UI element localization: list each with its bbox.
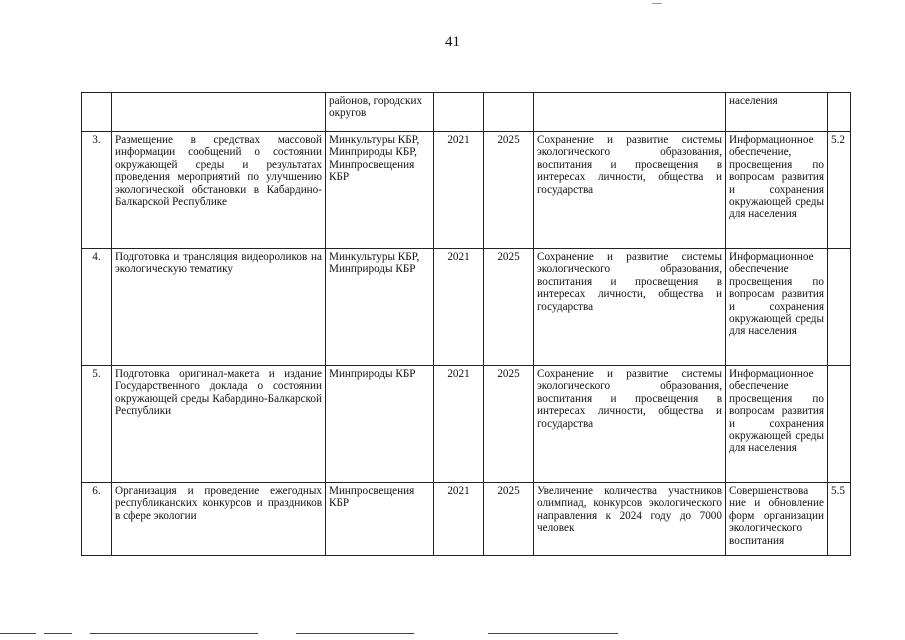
reference-cell: 5.5 bbox=[828, 483, 851, 556]
start-year-cell: 2021 bbox=[434, 483, 484, 556]
executor-cell: Минкультуры КБР, Минприроды КБР, Минпросвещения КБР bbox=[326, 132, 434, 249]
event-cell: Подготовка оригинал-макета и издание Государственного доклада о состоянии окружающей среды Кабардино-Балкарской Республики bbox=[112, 366, 326, 483]
reference-cell bbox=[828, 366, 851, 483]
result-cell: Сохранение и развитие системы экологического образования, воспитания и просвещения в интересах личности, общества и государства bbox=[534, 132, 726, 249]
end-year-cell bbox=[484, 93, 534, 132]
executor-cell: Минприроды КБР bbox=[326, 366, 434, 483]
scan-artifact-line bbox=[296, 633, 414, 634]
table-row bbox=[82, 249, 851, 366]
event-cell: Подготовка и трансляция видеороликов на экологическую тематику bbox=[112, 249, 326, 366]
row-number: 3. bbox=[82, 132, 112, 249]
end-year-cell: 2025 bbox=[484, 132, 534, 249]
start-year-cell bbox=[434, 93, 484, 132]
event-cell: Организация и проведение ежегодных республиканских конкурсов и праздников в сфере экологии bbox=[112, 483, 326, 556]
scan-artifact-line bbox=[0, 633, 36, 634]
end-year-cell: 2025 bbox=[484, 483, 534, 556]
result-cell: Сохранение и развитие системы экологического образования, воспитания и просвещения в интересах личности, общества и государства bbox=[534, 249, 726, 366]
row-number bbox=[82, 93, 112, 132]
start-year-cell: 2021 bbox=[434, 366, 484, 483]
table-row bbox=[82, 93, 851, 132]
direction-cell: Информационное обеспечение, просвещения по вопросам развития и сохранения окружающей среды для населения bbox=[726, 132, 828, 249]
scan-artifact-line bbox=[44, 633, 72, 634]
executor-cell: районов, городских округов bbox=[326, 93, 434, 132]
direction-cell: Совершенствова ние и обновление форм организации экологического воспитания bbox=[726, 483, 828, 556]
result-cell: Сохранение и развитие системы экологического образования, воспитания и просвещения в интересах личности, общества и государства bbox=[534, 366, 726, 483]
executor-cell: Минпросвещения КБР bbox=[326, 483, 434, 556]
start-year-cell: 2021 bbox=[434, 249, 484, 366]
end-year-cell: 2025 bbox=[484, 366, 534, 483]
scan-artifact-top bbox=[652, 3, 662, 4]
direction-cell: Информационное обеспечение просвещения по вопросам развития и сохранения окружающей среды для населения bbox=[726, 366, 828, 483]
table-row bbox=[82, 483, 851, 556]
table-row bbox=[82, 132, 851, 249]
reference-cell bbox=[828, 93, 851, 132]
result-cell bbox=[534, 93, 726, 132]
start-year-cell: 2021 bbox=[434, 132, 484, 249]
scan-artifact-line bbox=[488, 633, 618, 634]
table-row bbox=[82, 366, 851, 483]
executor-cell: Минкультуры КБР, Минприроды КБР bbox=[326, 249, 434, 366]
reference-cell: 5.2 bbox=[828, 132, 851, 249]
events-table bbox=[81, 92, 851, 556]
end-year-cell: 2025 bbox=[484, 249, 534, 366]
row-number: 6. bbox=[82, 483, 112, 556]
event-cell bbox=[112, 93, 326, 132]
reference-cell bbox=[828, 249, 851, 366]
scan-artifact-line bbox=[90, 633, 258, 634]
direction-cell: населения bbox=[726, 93, 828, 132]
direction-cell: Информационное обеспечение просвещения по вопросам развития и сохранения окружающей среды для населения bbox=[726, 249, 828, 366]
row-number: 4. bbox=[82, 249, 112, 366]
row-number: 5. bbox=[82, 366, 112, 483]
result-cell: Увеличение количества участников олимпиад, конкурсов экологического направления к 2024 году до 7000 человек bbox=[534, 483, 726, 556]
page-number: 41 bbox=[445, 34, 460, 50]
event-cell: Размещение в средствах массовой информации сообщений о состоянии окружающей среды и результатах проведения мероприятий по улучшению экологической обстановки в Кабардино-Балкарской Республике bbox=[112, 132, 326, 249]
